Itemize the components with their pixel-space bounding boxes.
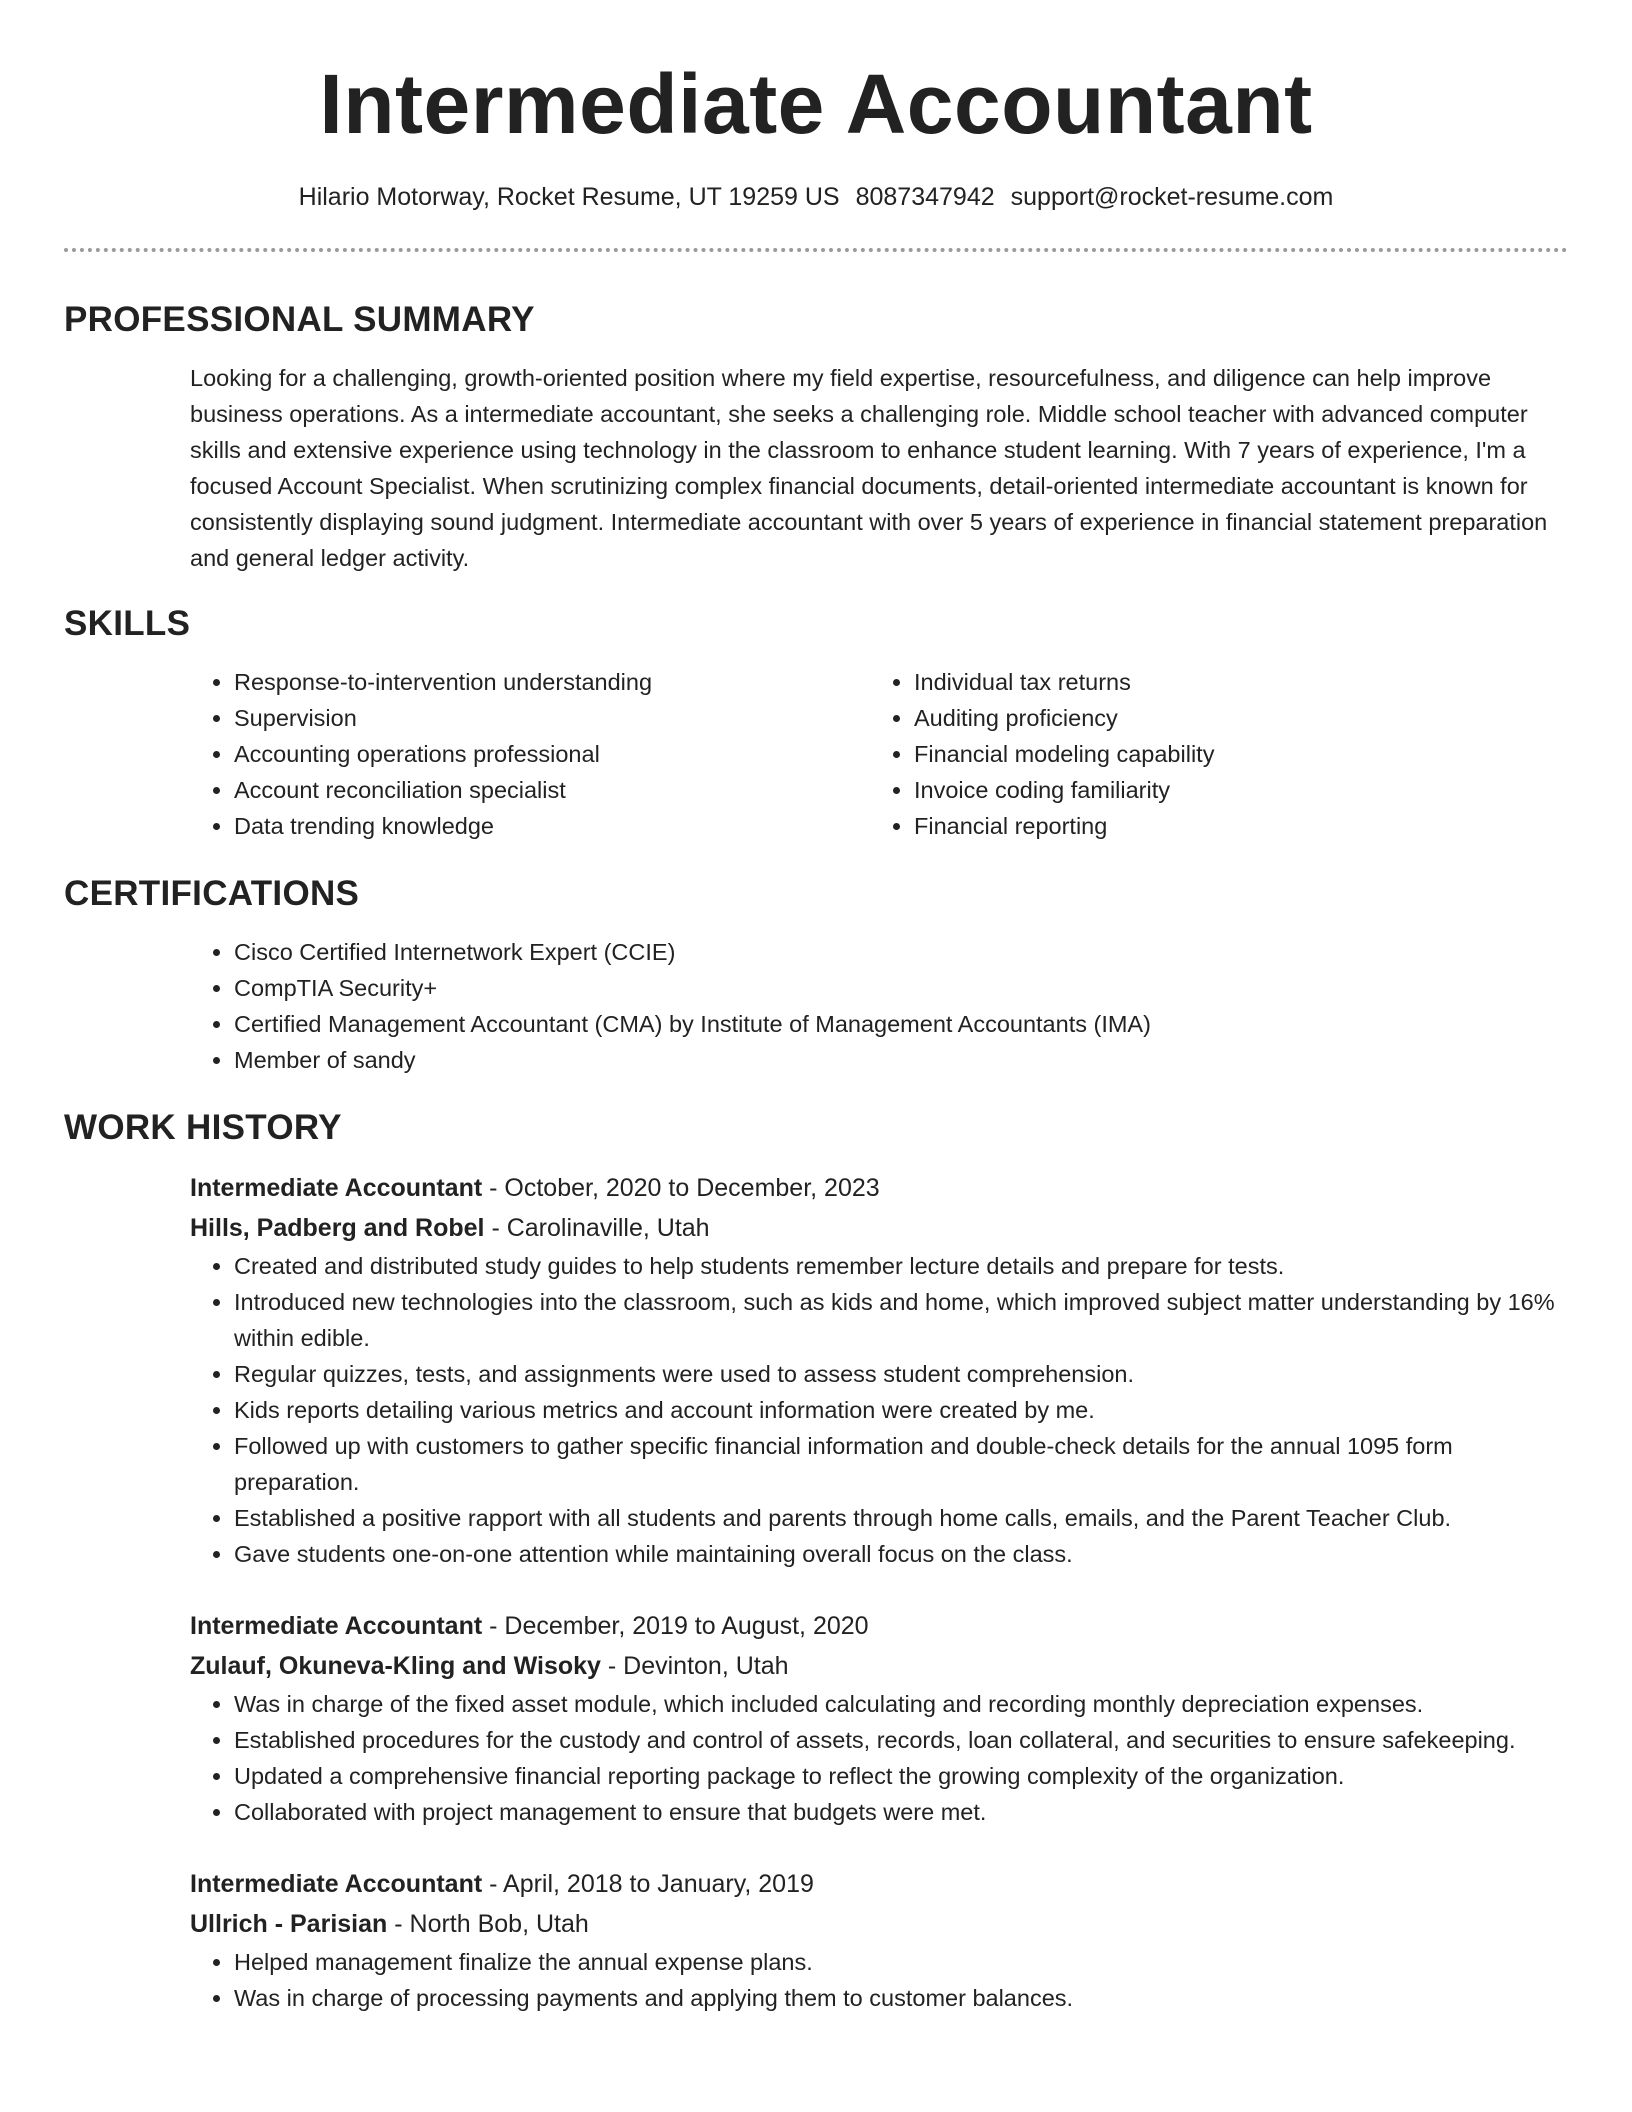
contact-address: Hilario Motorway, Rocket Resume, UT 19259 US	[298, 183, 840, 211]
skill-item: • Auditing proficiency	[914, 700, 1568, 736]
job-separator: -	[387, 1910, 410, 1938]
job-role-line	[190, 1606, 1568, 1646]
job-company: Ullrich - Parisian	[190, 1910, 388, 1938]
job-location: Devinton, Utah	[623, 1652, 789, 1680]
job-bullet-list	[190, 1686, 1568, 1830]
job-bullet: • Was in charge of processing payments and applying them to customer balances.	[234, 1980, 1568, 2016]
job-company-line	[190, 1904, 1568, 1944]
skill-item: • Account reconciliation specialist	[234, 772, 870, 808]
certification-item: • Member of sandy	[234, 1042, 1568, 1078]
job-role: Intermediate Accountant	[190, 1174, 483, 1202]
job-bullet: • Helped management finalize the annual expense plans.	[234, 1944, 1568, 1980]
certification-item: • Cisco Certified Internetwork Expert (CCIE)	[234, 934, 1568, 970]
job-role-line	[190, 1864, 1568, 1904]
skill-item: • Financial modeling capability	[914, 736, 1568, 772]
skill-item: • Data trending knowledge	[234, 808, 870, 844]
certification-item: • Certified Management Accountant (CMA) by Institute of Management Accountants (IMA)	[234, 1006, 1568, 1042]
job-separator: -	[482, 1870, 504, 1898]
job-dates: April, 2018 to January, 2019	[503, 1870, 814, 1898]
contact-line	[64, 180, 1568, 214]
job-bullet: • Was in charge of the fixed asset module, which included calculating and recording monthly depreciation expenses.	[234, 1686, 1568, 1722]
skill-item: • Response-to-intervention understanding	[234, 664, 870, 700]
job-company-line	[190, 1208, 1568, 1248]
job-bullet: • Regular quizzes, tests, and assignments were used to assess student comprehension.	[234, 1356, 1568, 1392]
job-bullet: • Created and distributed study guides to help students remember lecture details and prepare for tests.	[234, 1248, 1568, 1284]
job-bullet: • Kids reports detailing various metrics and account information were created by me.	[234, 1392, 1568, 1428]
job-separator: -	[600, 1652, 624, 1680]
skills-list-right	[870, 664, 1568, 844]
skill-item: • Invoice coding familiarity	[914, 772, 1568, 808]
job-bullet: • Established procedures for the custody and control of assets, records, loan collateral, and securities to ensure safekeeping.	[234, 1722, 1568, 1758]
job-separator: -	[482, 1612, 505, 1640]
job-location: North Bob, Utah	[409, 1910, 589, 1938]
skills-grid	[190, 664, 1568, 844]
job-dates: October, 2020 to December, 2023	[504, 1174, 880, 1202]
job-entry	[190, 1606, 1568, 1830]
job-bullet: • Updated a comprehensive financial reporting package to reflect the growing complexity of the organization.	[234, 1758, 1568, 1794]
contact-email: support@rocket-resume.com	[1010, 183, 1334, 211]
job-bullet-list	[190, 1248, 1568, 1572]
section-title-summary: PROFESSIONAL SUMMARY	[64, 300, 535, 339]
skill-item: • Financial reporting	[914, 808, 1568, 844]
header-divider	[64, 248, 1568, 252]
resume-title: Intermediate Accountant	[319, 57, 1313, 151]
section-title-skills: SKILLS	[64, 604, 191, 643]
job-separator: -	[482, 1174, 505, 1202]
section-title-certifications: CERTIFICATIONS	[64, 874, 360, 913]
job-bullet: • Followed up with customers to gather specific financial information and double-check details for the annual 1095 form preparation.	[234, 1428, 1568, 1500]
job-entry	[190, 1864, 1568, 2016]
job-bullet-list	[190, 1944, 1568, 2016]
job-role-line	[190, 1168, 1568, 1208]
skill-item: • Individual tax returns	[914, 664, 1568, 700]
skill-item: • Accounting operations professional	[234, 736, 870, 772]
job-bullet: • Established a positive rapport with all students and parents through home calls, emails, and the Parent Teacher Club.	[234, 1500, 1568, 1536]
job-location: Carolinaville, Utah	[506, 1214, 710, 1242]
job-separator: -	[484, 1214, 507, 1242]
job-bullet: • Gave students one-on-one attention while maintaining overall focus on the class.	[234, 1536, 1568, 1572]
contact-phone: 8087347942	[855, 183, 995, 211]
certification-item: • CompTIA Security+	[234, 970, 1568, 1006]
job-company-line	[190, 1646, 1568, 1686]
certifications-block	[190, 934, 1568, 1078]
job-bullet: • Collaborated with project management to ensure that budgets were met.	[234, 1794, 1568, 1830]
summary-text: Looking for a challenging, growth-oriented position where my field expertise, resourcefulness, and diligence can help improve business operations. As a intermediate accountant, she seeks a challenging role. Middle school teacher with advanced computer skills and extensive experience using technology in the classroom to enhance student learning. With 7 years of experience, I'm a focused Account Specialist. When scrutinizing complex financial documents, detail-oriented intermediate accountant is known for consistently displaying sound judgment. Intermediate accountant with over 5 years of experience in financial statement preparation and general ledger activity.	[190, 365, 1548, 571]
job-company: Hills, Padberg and Robel	[190, 1214, 485, 1242]
job-company: Zulauf, Okuneva-Kling and Wisoky	[190, 1652, 601, 1680]
job-role: Intermediate Accountant	[190, 1612, 483, 1640]
job-entry	[190, 1168, 1568, 1572]
certifications-list	[190, 934, 1568, 1078]
job-role: Intermediate Accountant	[190, 1870, 483, 1898]
job-dates: December, 2019 to August, 2020	[504, 1612, 869, 1640]
job-bullet: • Introduced new technologies into the classroom, such as kids and home, which improved subject matter understanding by 16% within edible.	[234, 1284, 1568, 1356]
section-title-work-history: WORK HISTORY	[64, 1108, 342, 1147]
skills-list-left	[190, 664, 870, 844]
skill-item: • Supervision	[234, 700, 870, 736]
